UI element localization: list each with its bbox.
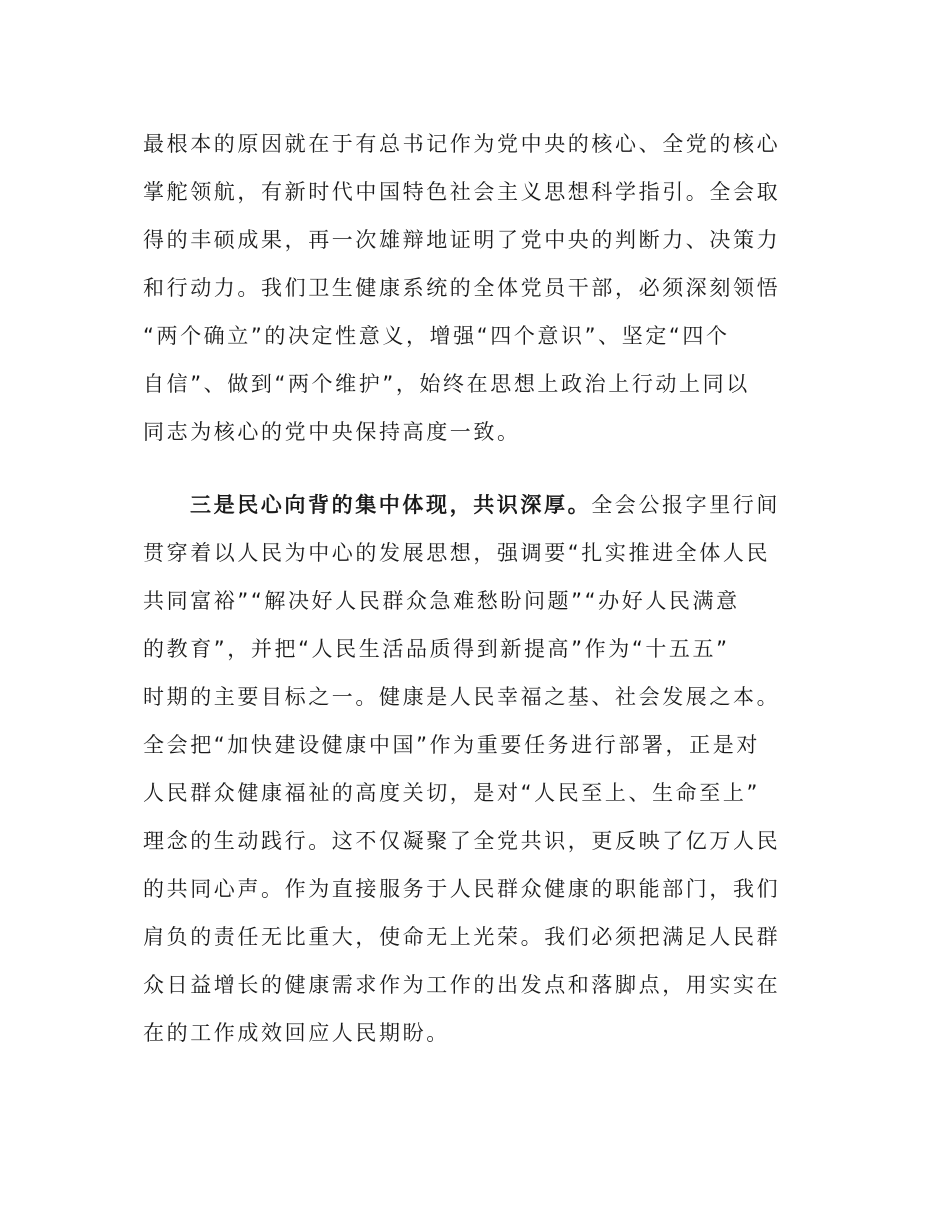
paragraph-2-line-7: 人民群众健康福祉的高度关切，是对“人民至上、生命至上”	[143, 781, 760, 805]
paragraph-2-line-5: 时期的主要目标之一。健康是人民幸福之基、社会发展之本。	[143, 685, 781, 709]
paragraph-2-line-2: 贯穿着以人民为中心的发展思想，强调要“扎实推进全体人民	[143, 541, 771, 565]
paragraph-2-line-9: 的共同心声。作为直接服务于人民群众健康的职能部门，我们	[143, 877, 781, 901]
paragraph-1-line-2: 掌舵领航，有新时代中国特色社会主义思想科学指引。全会取	[143, 180, 781, 204]
paragraph-2-line-8: 理念的生动践行。这不仅凝聚了全党共识，更反映了亿万人民	[143, 829, 781, 853]
paragraph-2-line-3: 共同富裕”“解决好人民群众急难愁盼问题”“办好人民满意	[143, 589, 740, 613]
paragraph-2-line-10: 肩负的责任无比重大，使命无上光荣。我们必须把满足人民群	[143, 925, 781, 949]
paragraph-1-line-7: 同志为核心的党中央保持高度一致。	[143, 420, 521, 444]
paragraph-2-first-line	[190, 485, 780, 525]
paragraph-2-line-11: 众日益增长的健康需求作为工作的出发点和落脚点，用实实在	[143, 973, 781, 997]
paragraph-1-line-3: 得的丰硕成果，再一次雄辩地证明了党中央的判断力、决策力	[143, 228, 781, 252]
paragraph-2-line-12: 在的工作成效回应人民期盼。	[143, 1021, 450, 1045]
paragraph-2-first-line-rest: 全会公报字里行间	[591, 493, 781, 517]
paragraph-2-heading: 三是民心向背的集中体现，共识深厚。	[190, 493, 592, 517]
paragraph-1-line-1: 最根本的原因就在于有总书记作为党中央的核心、全党的核心	[143, 132, 781, 156]
paragraph-2-line-4: 的教育”，并把“人民生活品质得到新提高”作为“十五五”	[143, 637, 730, 661]
paragraph-1-line-6: 自信”、做到“两个维护”，始终在思想上政治上行动上同以	[143, 372, 750, 396]
paragraph-1-line-5: “两个确立”的决定性意义，增强“四个意识”、坚定“四个	[143, 324, 730, 348]
paragraph-1-line-4: 和行动力。我们卫生健康系统的全体党员干部，必须深刻领悟	[143, 276, 781, 300]
paragraph-2-line-6: 全会把“加快建设健康中国”作为重要任务进行部署，正是对	[143, 733, 760, 757]
